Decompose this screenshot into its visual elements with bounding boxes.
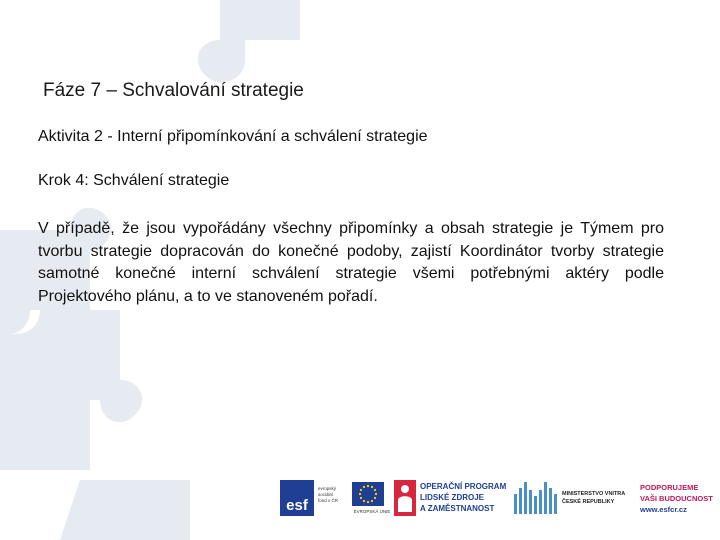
ministry-logo bbox=[514, 476, 636, 524]
op-line1: OPERAČNÍ PROGRAM bbox=[420, 482, 507, 491]
step-heading: Krok 4: Schválení strategie bbox=[38, 172, 230, 189]
op-line3: A ZAMĚSTNANOST bbox=[420, 504, 495, 513]
support-web-link[interactable]: www.esfcr.cz bbox=[640, 505, 687, 514]
esf-logo bbox=[280, 476, 392, 524]
ministry-bars-icon bbox=[514, 480, 558, 516]
ministry-text bbox=[562, 490, 636, 506]
op-logo bbox=[394, 476, 507, 524]
body-paragraph: V případě, že jsou vypořádány všechny připomínky a obsah strategie je Týmem pro tvorbu strategie dopracován do konečné podoby, zajistí Koordinátor tvorby strategie samotné konečné interní schválení strategie všemi potřebnými aktéry podle Projektového plánu, a to ve stanoveném pořadí. bbox=[38, 220, 664, 305]
support-logo bbox=[640, 476, 720, 524]
op-text bbox=[420, 481, 510, 514]
slide-title: Fáze 7 – Schvalování strategie bbox=[43, 80, 304, 101]
activity-heading: Aktivita 2 - Interní připomínkování a schválení strategie bbox=[38, 128, 428, 145]
op-line2: LIDSKÉ ZDROJE bbox=[420, 493, 485, 502]
ministry-line2: ČESKÉ REPUBLIKY bbox=[562, 499, 615, 505]
support-line2: VAŠI BUDOUCNOST bbox=[640, 494, 713, 503]
esf-text-line1: evropský bbox=[318, 486, 337, 491]
support-line1: PODPORUJEME bbox=[640, 483, 699, 492]
esf-text-line3: fond v ČR bbox=[318, 498, 339, 503]
footer-logos bbox=[276, 476, 720, 524]
ministry-line1: MINISTERSTVO VNITRA bbox=[562, 491, 626, 497]
eu-flag-icon bbox=[352, 482, 384, 506]
esf-text-line2: sociální bbox=[318, 492, 334, 497]
esf-mark: esf bbox=[280, 480, 314, 516]
eu-text: EVROPSKÁ UNIE bbox=[353, 509, 391, 514]
person-icon bbox=[394, 480, 416, 516]
support-text bbox=[640, 482, 720, 515]
